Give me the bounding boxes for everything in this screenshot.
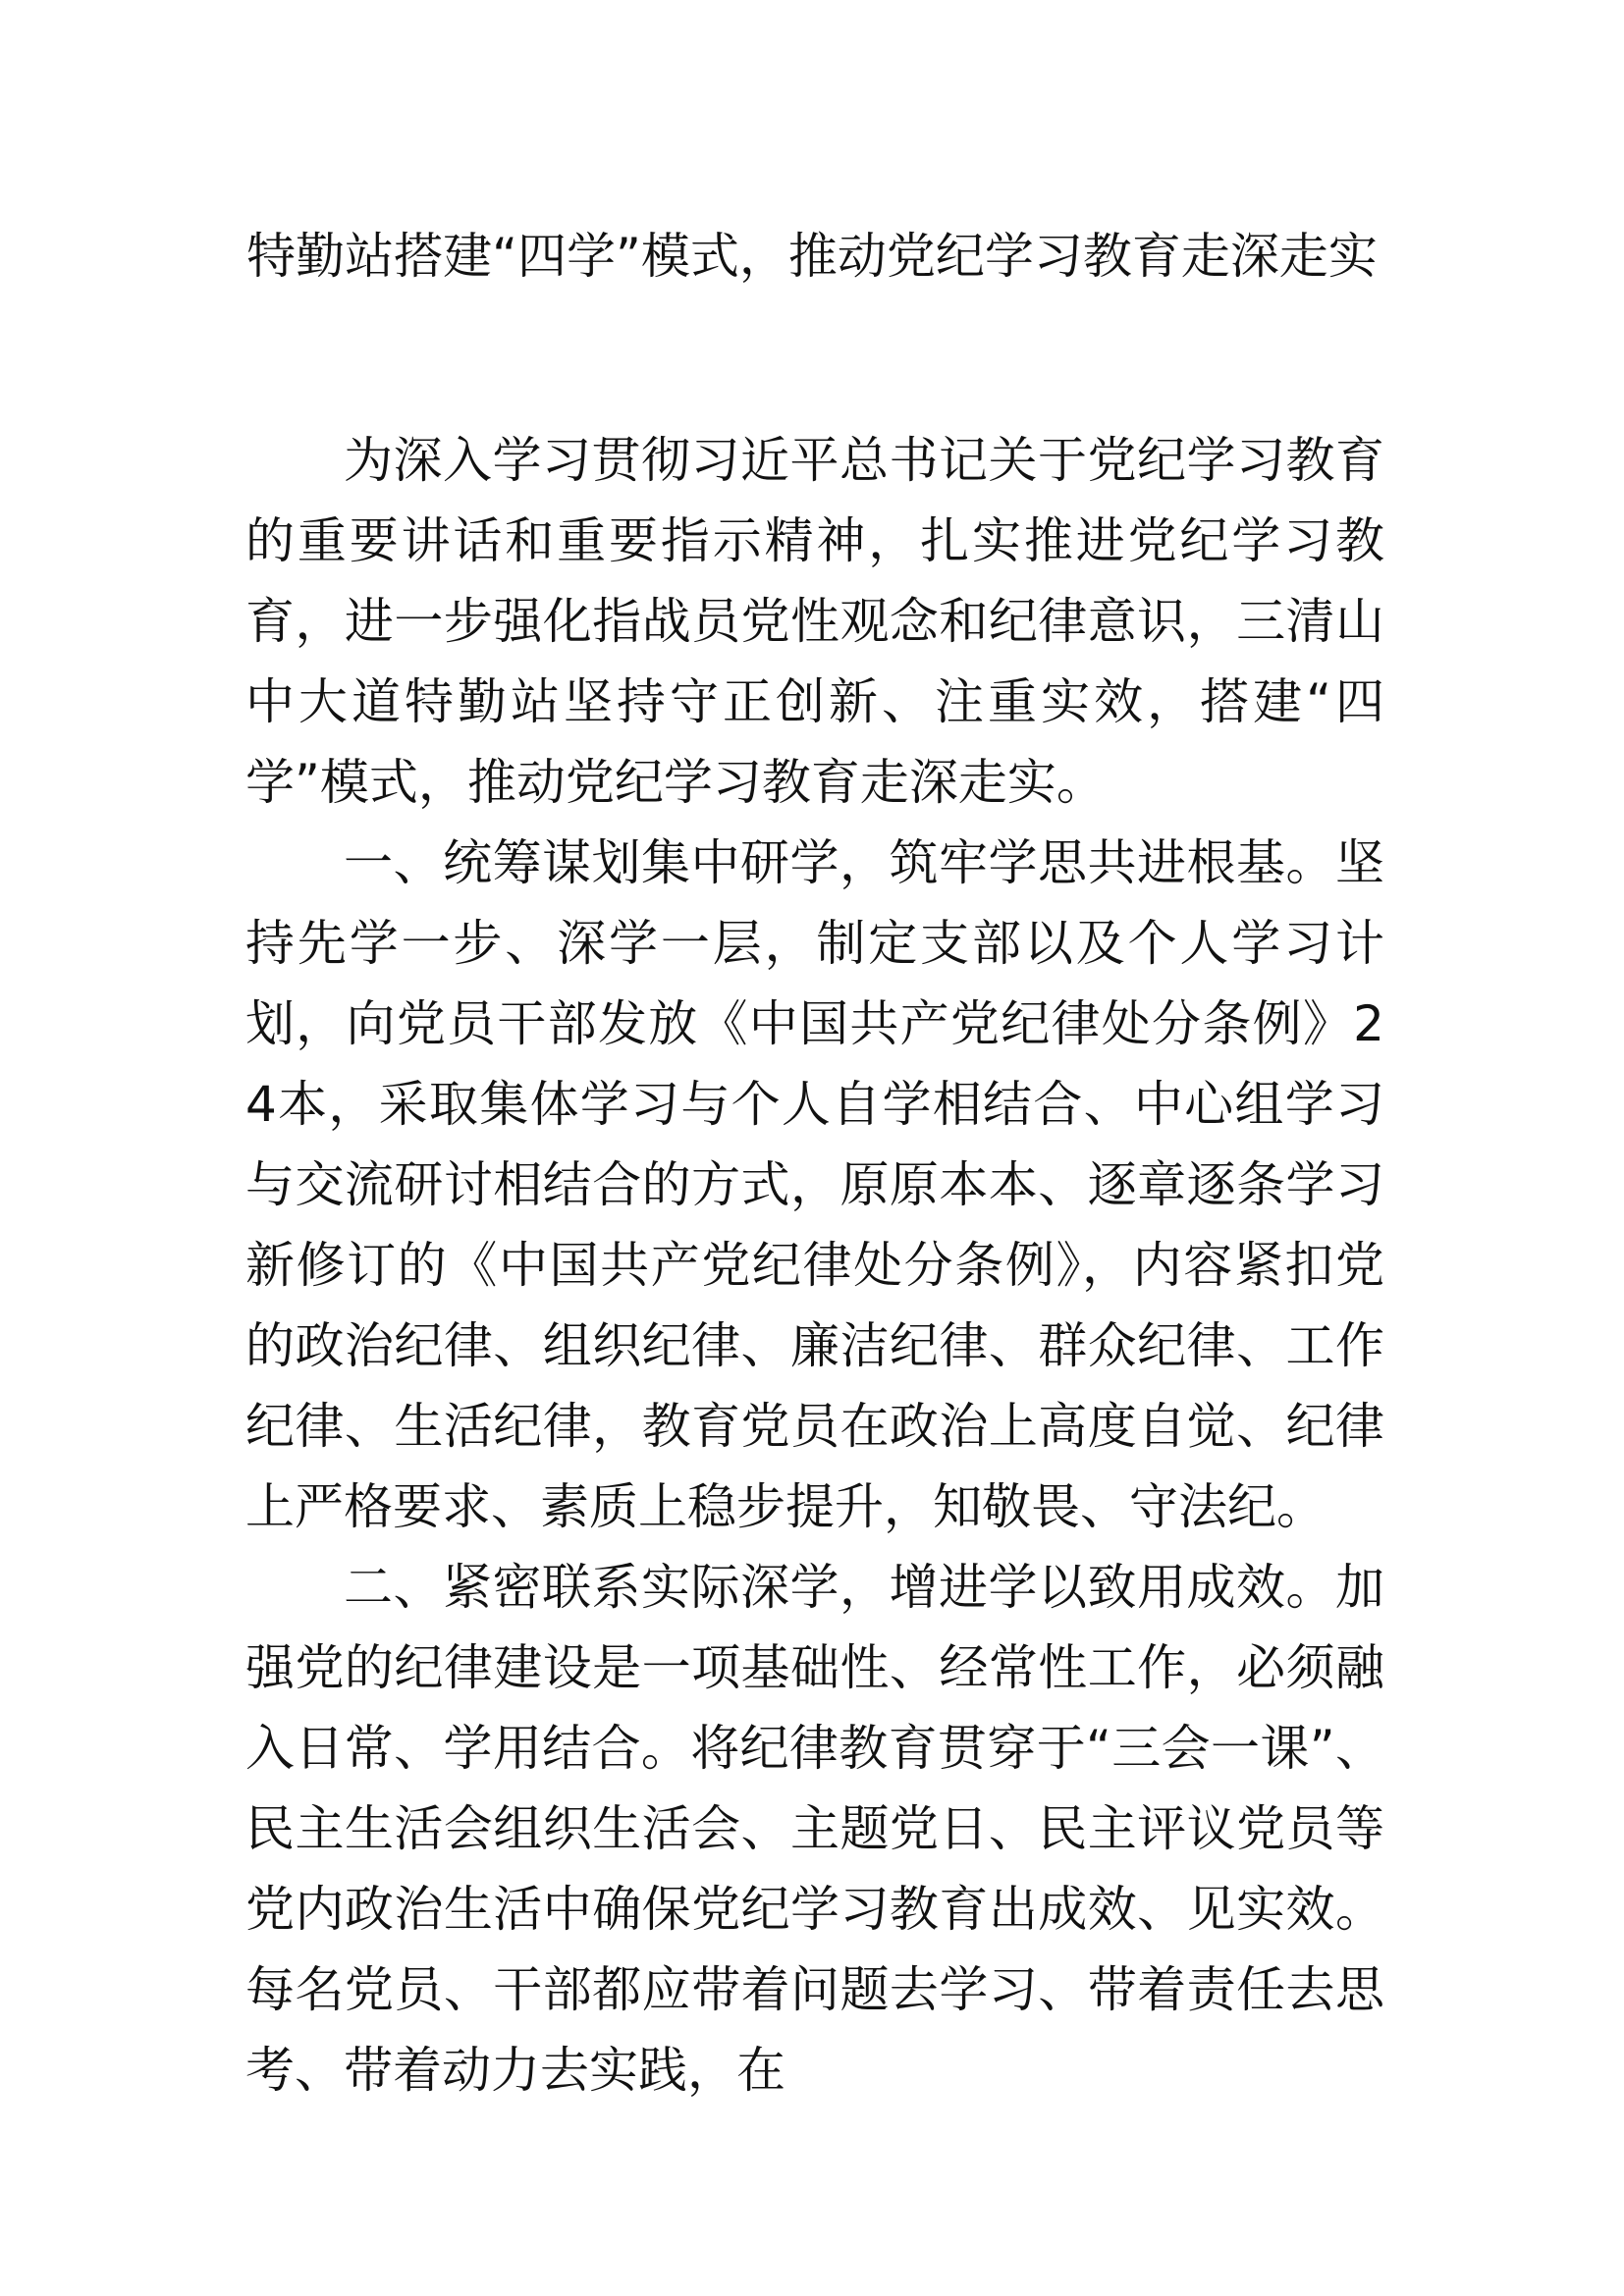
paragraph-section-two: 二、紧密联系实际深学，增进学以致用成效。加强党的纪律建设是一项基础性、经常性工作，必须融入日常、学用结合。将纪律教育贯穿于“三会一课”、民主生活会组织生活会、主题党日、民主评议党员等党内政治生活中确保党纪学习教育出成效、见实效。每名党员、干部都应带着问题去学习、带着责任去思考、带着动力去实践，在: [245, 1559, 1384, 2099]
document-title: 特勤站搭建“四学”模式，推动党纪学习教育走深走实: [246, 228, 1378, 285]
document-body: [245, 420, 1384, 2110]
paragraph-section-one: 一、统筹谋划集中研学，筑牢学思共进根基。坚持先学一步、深学一层，制定支部以及个人学习计划，向党员干部发放《中国共产党纪律处分条例》24本，采取集体学习与个人自学相结合、中心组学习与交流研讨相结合的方式，原原本本、逐章逐条学习新修订的《中国共产党纪律处分条例》，内容紧扣党的政治纪律、组织纪律、廉洁纪律、群众纪律、工作纪律、生活纪律，教育党员在政治上高度自觉、纪律上严格要求、素质上稳步提升，知敬畏、守法纪。: [245, 834, 1384, 1535]
paragraph-intro: 为深入学习贯彻习近平总书记关于党纪学习教育的重要讲话和重要指示精神，扎实推进党纪学习教育，进一步强化指战员党性观念和纪律意识，三清山中大道特勤站坚持守正创新、注重实效，搭建“四学”模式，推动党纪学习教育走深走实。: [245, 432, 1384, 811]
